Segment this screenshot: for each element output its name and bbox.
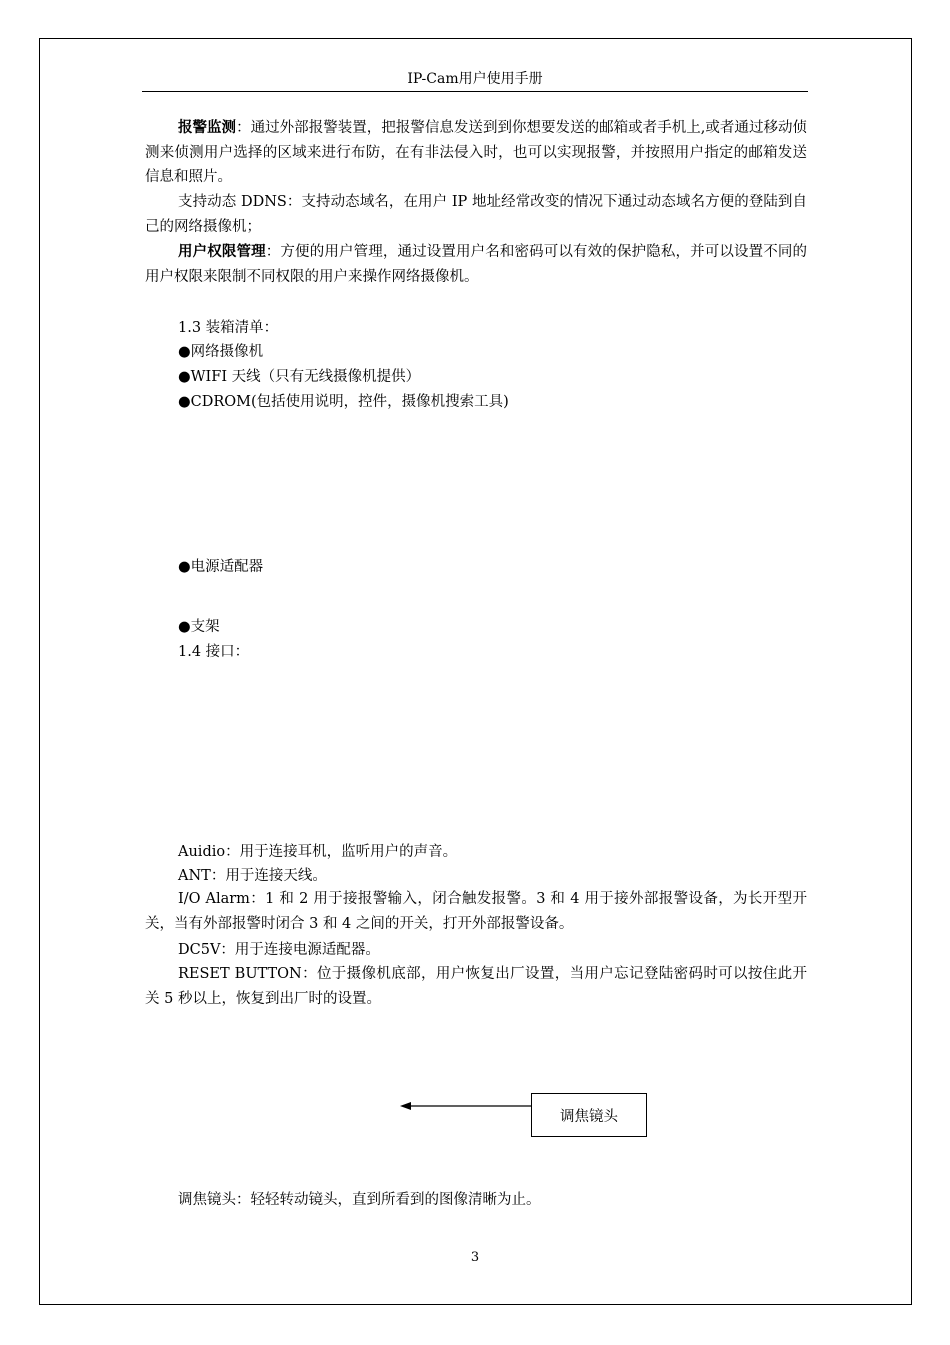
alarm-label: 报警监测: [178, 119, 237, 136]
rights-text: ：方便的用户管理，通过设置用户名和密码可以有效的保护隐私，并可以设置不同的用户权限来限制不同权限的用户来操作网络摄像机。: [145, 244, 808, 285]
header-rule: [142, 91, 808, 92]
section-heading-packing: 1.3 装箱清单：: [178, 320, 279, 336]
alarm-text: ：通过外部报警装置，把报警信息发送到到你想要发送的邮箱或者手机上,或者通过移动侦测来侦测用户选择的区域来进行布防，在有非法侵入时，也可以实现报警，并按照用户指定的邮箱发送信息和照片。: [145, 120, 808, 185]
arrow-left-icon: [398, 1098, 534, 1114]
paragraph-user-rights: [145, 240, 807, 289]
ddns-text: ：支持动态域名，在用户 IP 地址经常改变的情况下通过动态域名方便的登陆到自己的网络摄像机；: [145, 194, 807, 235]
callout-label: 调焦镜头: [560, 1108, 618, 1125]
paragraph-ddns: [145, 190, 807, 239]
packing-item: ●支架: [178, 619, 220, 635]
packing-item: ●CDROM(包括使用说明，控件，摄像机搜索工具): [178, 394, 509, 410]
page-number: 3: [470, 1250, 480, 1265]
header-title: IP-Cam用户使用手册: [407, 71, 543, 87]
focus-lens-note: 调焦镜头：轻轻转动镜头，直到所看到的图像清晰为止。: [178, 1192, 541, 1208]
interface-dc5v: DC5V：用于连接电源适配器。: [178, 942, 380, 958]
rights-label: 用户权限管理: [178, 243, 266, 260]
interface-io-alarm: I/O Alarm：1 和 2 用于接报警输入，闭合触发报警。3 和 4 用于接外部报警设备，为长开型开关，当有外部报警时闭合 3 和 4 之间的开关，打开外部报警设备。: [145, 891, 807, 932]
packing-item: ●WIFI 天线（只有无线摄像机提供）: [178, 369, 421, 385]
section-heading-interface: 1.4 接口：: [178, 644, 250, 660]
ddns-label: 支持动态 DDNS: [178, 194, 287, 210]
packing-item: ●网络摄像机: [178, 344, 264, 360]
interface-auidio: Auidio：用于连接耳机，监听用户的声音。: [178, 844, 458, 860]
interface-ant: ANT：用于连接天线。: [178, 868, 327, 884]
interface-reset: RESET BUTTON：位于摄像机底部，用户恢复出厂设置，当用户忘记登陆密码时可以按住此开关 5 秒以上，恢复到出厂时的设置。: [145, 966, 807, 1007]
packing-item: ●电源适配器: [178, 559, 264, 575]
focus-lens-callout: [531, 1093, 647, 1137]
paragraph-alarm-monitoring: [145, 116, 807, 190]
